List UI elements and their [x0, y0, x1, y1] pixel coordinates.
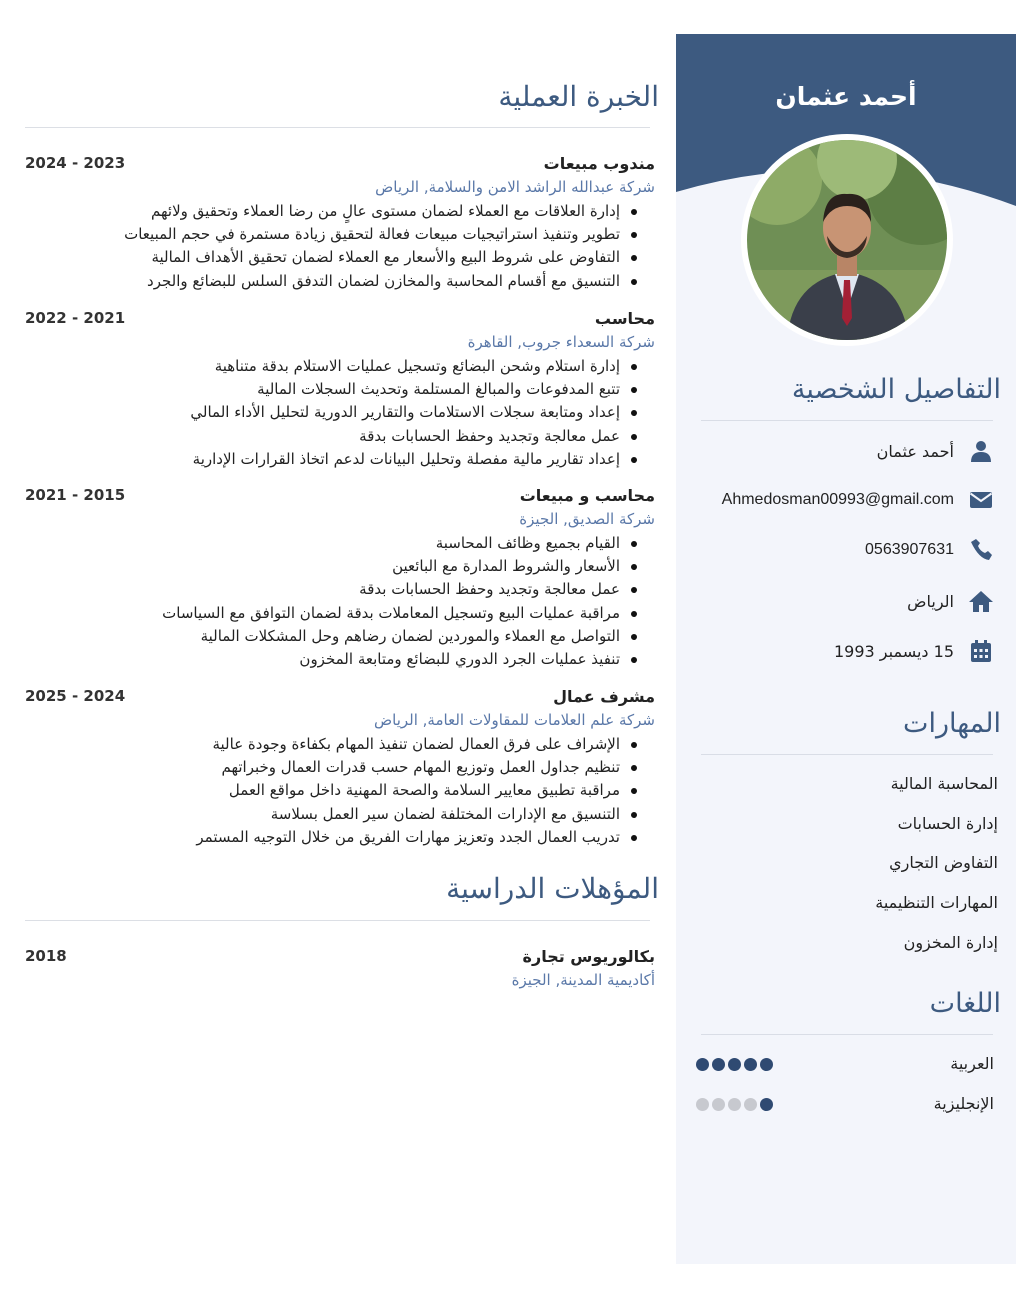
job-company: شركة عبدالله الراشد الامن والسلامة, الرياض	[375, 178, 655, 196]
job-bullet: تنظيم جداول العمل وتوزيع المهام حسب قدرات العمال وخبراتهم	[196, 756, 655, 779]
detail-email[interactable]	[722, 485, 994, 515]
job-bullet: التنسيق مع أقسام المحاسبة والمخازن لضمان التدفق السلس للبضائع والجرد	[124, 270, 655, 293]
job-bullet: التفاوض على شروط البيع والأسعار مع العملاء لضمان تحقيق الأهداف المالية	[124, 246, 655, 269]
job-bullet: عمل معالجة وتجديد وحفظ الحسابات بدقة	[190, 425, 655, 448]
avatar	[741, 134, 953, 346]
job-bullet: إدارة العلاقات مع العملاء لضمان مستوى عالٍ من رضا العملاء وتحقيق ولائهم	[124, 200, 655, 223]
divider	[701, 754, 993, 755]
job-title: مشرف عمال	[553, 687, 655, 706]
job-bullets	[162, 532, 655, 671]
phone-icon	[968, 537, 994, 563]
job-date: 2021 - 2015	[25, 486, 126, 504]
detail-name-text: أحمد عثمان	[876, 441, 954, 461]
profile-name: أحمد عثمان	[775, 82, 917, 111]
calendar-icon	[968, 638, 994, 664]
language-level	[696, 1098, 773, 1111]
sidebar	[676, 34, 1016, 1264]
level-dot-empty	[696, 1098, 709, 1111]
job-bullets	[196, 733, 655, 849]
degree-institution: أكاديمية المدينة, الجيزة	[511, 971, 655, 989]
skill-item: إدارة الحسابات	[897, 814, 998, 833]
job-title: محاسب و مبيعات	[519, 486, 655, 505]
language-row	[694, 1054, 994, 1078]
level-dot-empty	[744, 1098, 757, 1111]
language-name: العربية	[950, 1054, 994, 1073]
job-date: 2022 - 2021	[25, 309, 126, 327]
level-dot-filled	[744, 1058, 757, 1071]
experience-heading: الخبرة العملية	[498, 80, 659, 113]
job-title: مندوب مبيعات	[543, 154, 655, 173]
job-company: شركة السعداء جروب, القاهرة	[467, 333, 655, 351]
detail-phone-text[interactable]: 0563907631	[865, 541, 954, 558]
job-bullets	[190, 355, 655, 471]
detail-birthdate	[834, 636, 994, 666]
job-bullets	[124, 200, 655, 293]
degree-date: 2018	[25, 947, 67, 965]
divider	[25, 920, 650, 921]
education-heading: المؤهلات الدراسية	[446, 872, 659, 905]
detail-birthdate-text: 15 ديسمبر 1993	[833, 641, 954, 661]
profile-photo	[747, 140, 947, 340]
level-dot-empty	[728, 1098, 741, 1111]
personal-details-heading: التفاصيل الشخصية	[791, 374, 1001, 405]
job-bullet: التواصل مع العملاء والموردين لضمان رضاهم وحل المشكلات المالية	[162, 625, 655, 648]
job-bullet: التنسيق مع الإدارات المختلفة لضمان سير العمل بسلاسة	[196, 803, 655, 826]
level-dot-filled	[760, 1058, 773, 1071]
skill-item: التفاوض التجاري	[889, 853, 998, 872]
job-company: شركة الصديق, الجيزة	[519, 510, 655, 528]
language-row	[694, 1094, 994, 1118]
detail-name	[877, 436, 994, 466]
job-date: 2024 - 2023	[25, 154, 126, 172]
home-icon	[968, 588, 994, 614]
job-date: 2025 - 2024	[25, 687, 126, 705]
job-bullet: الأسعار والشروط المدارة مع البائعين	[162, 555, 655, 578]
divider	[701, 420, 993, 421]
detail-city	[907, 586, 994, 616]
job-bullet: تتبع المدفوعات والمبالغ المستلمة وتحديث السجلات المالية	[190, 378, 655, 401]
level-dot-filled	[696, 1058, 709, 1071]
level-dot-filled	[760, 1098, 773, 1111]
level-dot-filled	[728, 1058, 741, 1071]
detail-city-text: الرياض	[907, 591, 954, 611]
job-bullet: تدريب العمال الجدد وتعزيز مهارات الفريق من خلال التوجيه المستمر	[196, 826, 655, 849]
job-bullet: تنفيذ عمليات الجرد الدوري للبضائع ومتابعة المخزون	[162, 648, 655, 671]
job-bullet: عمل معالجة وتجديد وحفظ الحسابات بدقة	[162, 578, 655, 601]
detail-phone[interactable]	[865, 535, 994, 565]
job-bullet: إعداد تقارير مالية مفصلة وتحليل البيانات لدعم اتخاذ القرارات الإدارية	[190, 448, 655, 471]
job-title: محاسب	[594, 309, 655, 328]
job-company: شركة علم العلامات للمقاولات العامة, الرياض	[374, 711, 655, 729]
job-bullet: الإشراف على فرق العمال لضمان تنفيذ المهام بكفاءة وجودة عالية	[196, 733, 655, 756]
skill-item: المحاسبة المالية	[890, 774, 998, 793]
user-icon	[968, 438, 994, 464]
job-bullet: مراقبة عمليات البيع وتسجيل المعاملات بدقة لضمان التوافق مع السياسات	[162, 602, 655, 625]
skill-item: المهارات التنظيمية	[875, 893, 998, 912]
level-dot-filled	[712, 1058, 725, 1071]
job-bullet: إعداد ومتابعة سجلات الاستلامات والتقارير الدورية لتحليل الأداء المالي	[190, 401, 655, 424]
envelope-icon	[968, 487, 994, 513]
language-level	[696, 1058, 773, 1071]
divider	[701, 1034, 993, 1035]
skills-heading: المهارات	[903, 708, 1001, 739]
skill-item: إدارة المخزون	[903, 933, 998, 952]
level-dot-empty	[712, 1098, 725, 1111]
degree-title: بكالوريوس تجارة	[522, 947, 655, 966]
job-bullet: إدارة استلام وشحن البضائع وتسجيل عمليات الاستلام بدقة متناهية	[190, 355, 655, 378]
job-bullet: تطوير وتنفيذ استراتيجيات مبيعات فعالة لتحقيق زيادة مستمرة في حجم المبيعات	[124, 223, 655, 246]
job-bullet: القيام بجميع وظائف المحاسبة	[162, 532, 655, 555]
divider	[25, 127, 650, 128]
language-name: الإنجليزية	[933, 1094, 994, 1113]
languages-heading: اللغات	[929, 988, 1001, 1019]
job-bullet: مراقبة تطبيق معايير السلامة والصحة المهنية داخل مواقع العمل	[196, 779, 655, 802]
detail-email-text[interactable]: Ahmedosman00993@gmail.com	[721, 491, 954, 508]
